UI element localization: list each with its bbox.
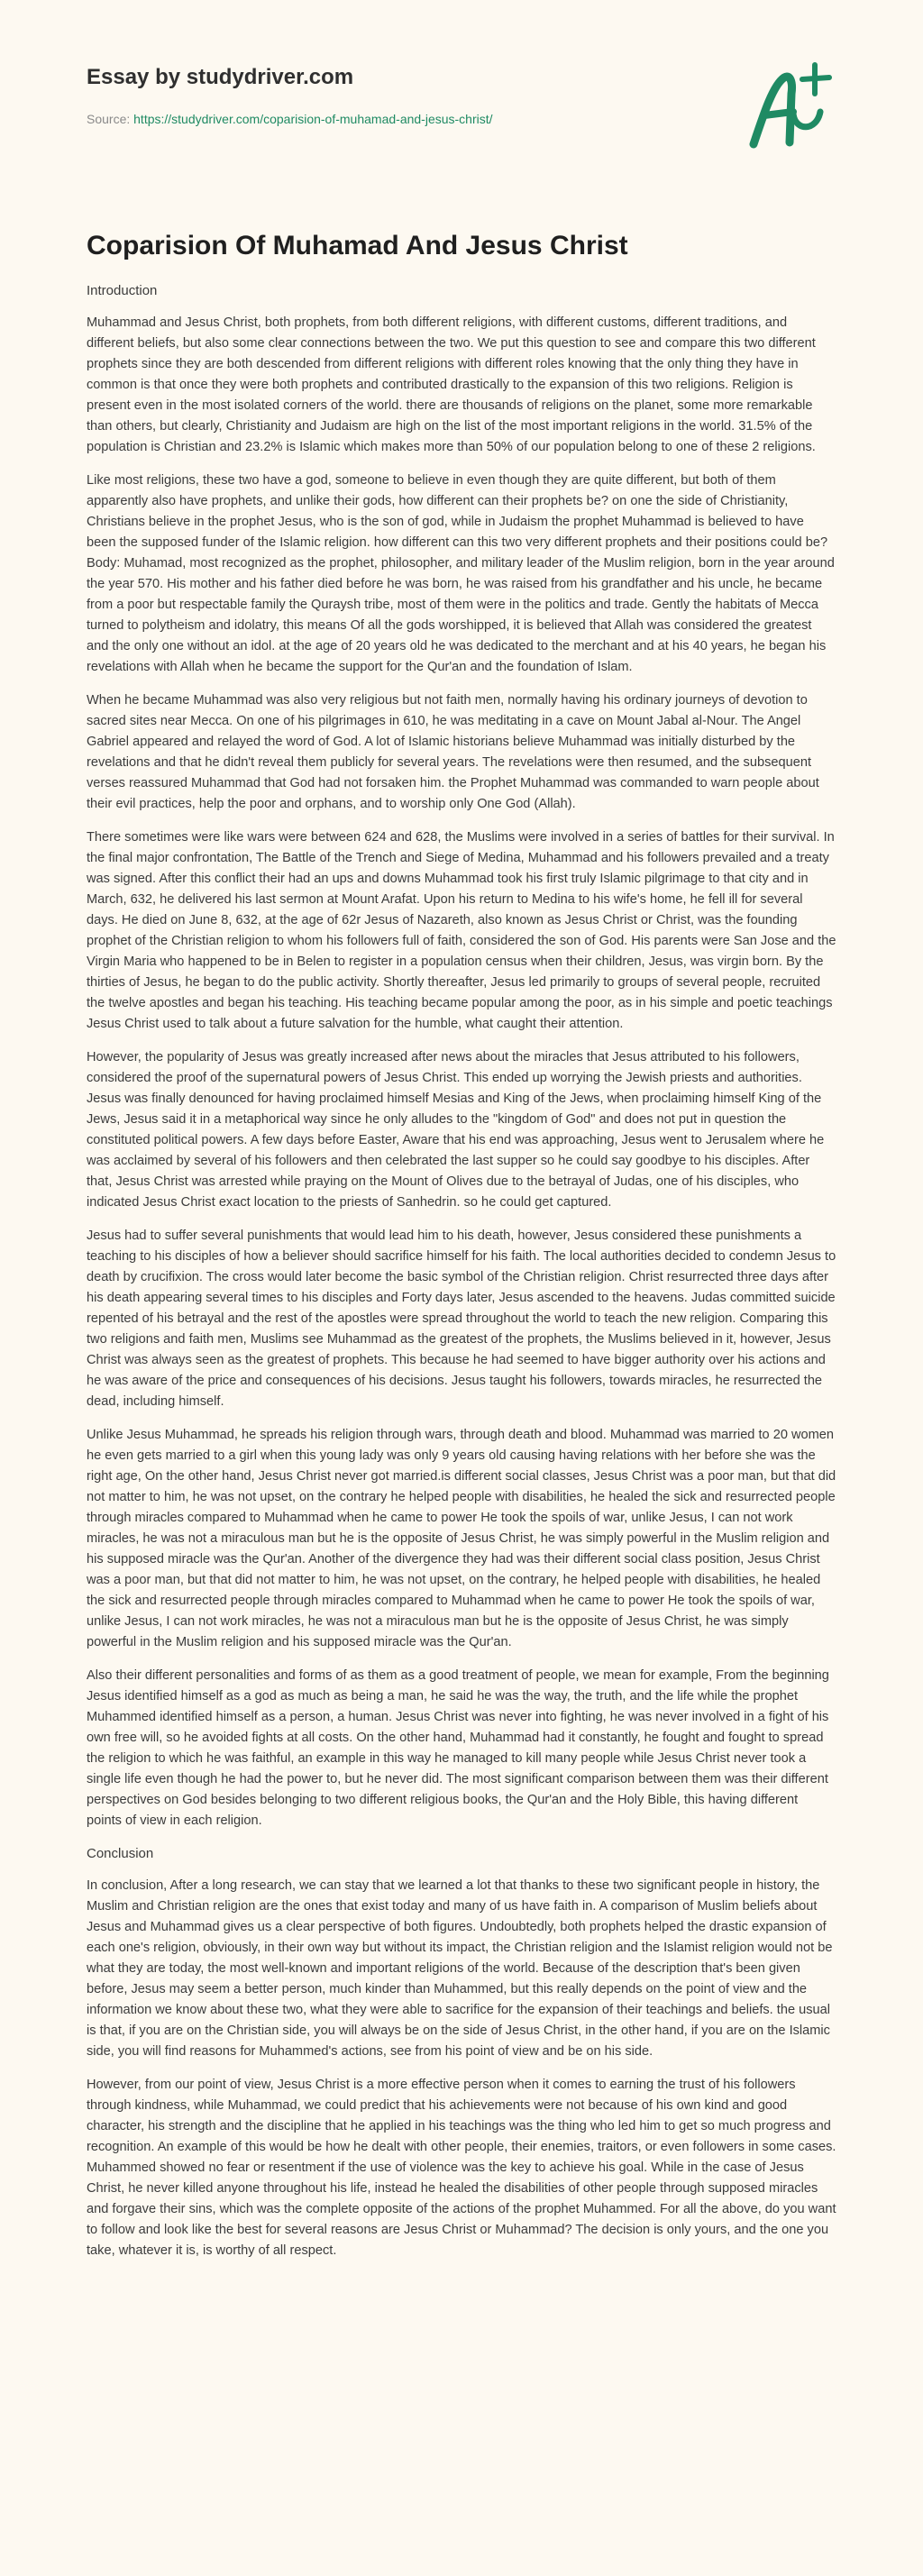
intro-heading: Introduction [87,283,158,298]
source-link[interactable]: https://studydriver.com/coparision-of-muhamad-and-jesus-christ/ [133,112,493,126]
paragraph: Unlike Jesus Muhammad, he spreads his religion through wars, through death and blood. Muhammad was married to 20 women he even gets married to a girl when this young lady was only 9 years old causing having relations with her before she was the right age, On the other hand, Jesus Christ never got married.is different social classes, Jesus Christ was a poor man, but that did not matter to him, he was not upset, on the contrary he helped people with disabilities, he healed the sick and resurrected people through miracles compared to Muhammad when he came to power He took the spoils of war, unlike Jesus, I can not work miracles, he was not a miraculous man but he is the opposite of Jesus Christ, he was simply powerful in the Muslim religion and his supposed miracle was the Qur'an. Another of the divergence they had was their different social class position, Jesus Christ was a poor man, but that did not matter to him, he was not upset, on the contrary, he helped people with disabilities, he healed the sick and resurrected people through miracles compared to Muhammad when he came to power He took the spoils of war, unlike Jesus, I can not work miracles, he was not a miraculous man but he is the opposite of Jesus Christ, he was simply powerful in the Muslim religion and his supposed miracle was the Qur'an. [87,1428,836,1649]
paragraph: Muhammad and Jesus Christ, both prophets, from both different religions, with different customs, different traditions, and different beliefs, but also some clear connections between the two. We put this question to see and compare this two different prophets since they are both descended from different religions with different roles knowing that the only thing they have in common is that once they were both prophets and contributed drastically to the expansion of this two religions. Religion is present even in the most isolated corners of the world. there are thousands of religions on the planet, some more remarkable than others, but clearly, Christianity and Judaism are high on the list of the most important religions in the world. 31.5% of the population is Christian and 23.2% is Islamic which makes more than 50% of our population belong to one of these 2 religions. [87,315,816,454]
paragraph: Jesus had to suffer several punishments that would lead him to his death, however, Jesus considered these punishments a teaching to his disciples of how a believer should sacrifice himself for his faith. The local authorities decided to condemn Jesus to death by crucifixion. The cross would later become the basic symbol of the Christian religion. Christ resurrected three days after his death appearing several times to his disciples and Forty days later, Jesus ascended to the heavens. Judas committed suicide repented of his betrayal and the rest of the apostles were spread throughout the world to teach the new religion. Comparing this two religions and faith men, Muslims see Muhammad as the greatest of the prophets, the Muslims believed in it, however, Jesus Christ was always seen as the greatest of prophets. This because he had seemed to have bigger authority over his actions and he was aware of the price and consequences of his decisions. Jesus taught his followers, towards miracles, he resurrected the dead, including himself. [87,1229,836,1409]
essay-body [87,231,836,2274]
aplus-logo-icon [737,58,836,157]
source-label: Source: [87,112,134,126]
paragraph: Also their different personalities and forms of as them as a good treatment of people, we mean for example, From the beginning Jesus identified himself as a god as much as being a man, he said he was the way, the truth, and the life while the prophet Muhammed identified himself as a person, a human. Jesus Christ was never into fighting, he was never involved in a fight of his own free will, so he avoided fights at all costs. On the other hand, Muhammad had it constantly, he fought and fought to spread the religion to which he was faithful, an example in this way he managed to kill many people while Jesus Christ never took a single life even though he had the power to, but he never did. The most significant comparison between them was their different perspectives on God besides belonging to two different religious books, the Qur'an and the Holy Bible, this having different points of view in each religion. [87,1668,829,1828]
conclusion-paragraph: However, from our point of view, Jesus Christ is a more effective person when it comes to earning the trust of his followers through kindness, while Muhammad, we could predict that his achievements were not because of his own kind and good character, his strength and the discipline that he applied in his teachings was the thing who led him to get so much progress and recognition. An example of this would be how he dealt with other people, their enemies, traitors, or even followers in some cases. Muhammed showed no fear or resentment if the use of violence was the key to achieve his goal. While in the case of Jesus Christ, he never killed anyone throughout his life, instead he healed the disabilities of other people through supposed miracles and forgave their sins, which was the complete opposite of the actions of the prophet Muhammed. For all the above, do you want to follow and look like the best for several reasons are Jesus Christ or Muhammad? The decision is only yours, and the one you take, whatever it is, is worthy of all respect. [87,2078,836,2258]
page-header [0,0,923,180]
essay-title: Coparision Of Muhamad And Jesus Christ [87,231,628,260]
paragraph: When he became Muhammad was also very religious but not faith men, normally having his ordinary journeys of devotion to sacred sites near Mecca. On one of his pilgrimages in 610, he was meditating in a cave on Mount Jabal al-Nour. The Angel Gabriel appeared and relayed the word of God. A lot of Islamic historians believe Muhammad was initially disturbed by the revelations and that he didn't reveal them publicly for several years. The revelations were then resumed, and the subsequent verses reassured Muhammad that God had not forsaken him. the Prophet Muhammad was commanded to warn people about their evil practices, help the poor and orphans, and to worship only One God (Allah). [87,693,819,811]
paragraph: There sometimes were like wars were between 624 and 628, the Muslims were involved in a series of battles for their survival. In the final major confrontation, The Battle of the Trench and Siege of Medina, Muhammad and his followers prevailed and a treaty was signed. After this conflict their had an ups and downs Muhammad took his first truly Islamic pilgrimage to that city and in March, 632, he delivered his last sermon at Mount Arafat. Upon his return to Medina to his wife's home, he fell ill for several days. He died on June 8, 632, at the age of 62r Jesus of Nazareth, also known as Jesus Christ or Christ, was the founding prophet of the Christian religion to whom his followers full of faith, considered the son of God. His parents were San Jose and the Virgin Maria who happened to be in Belen to register in a population census when their children, Jesus, was virgin born. By the thirties of Jesus, he began to do the public activity. Shortly thereafter, Jesus led primarily to groups of several people, recruited the twelve apostles and began his teaching. His teaching became popular among the poor, as in his simple and poetic teachings Jesus Christ used to talk about a future salvation for the humble, what caught their attention. [87,830,836,1031]
brand-title: Essay by studydriver.com [87,65,354,89]
conclusion-paragraph: In conclusion, After a long research, we can stay that we learned a lot that thanks to these two significant people in history, the Muslim and Christian religion are the ones that exist today and many of us have faith in. A comparison of Muslim beliefs about Jesus and Muhammad gives us a clear perspective of both figures. Undoubtedly, both prophets helped the drastic expansion of each one's religion, obviously, in their own way but without its impact, the Christian religion and the Islamist religion would not be what they are today, the most well-known and important religions of the world. Because of the description that's been given before, Jesus may seem a better person, much kinder than Muhammed, but this really depends on the point of view and the information we know about these two, what they were able to sacrifice for the expansion of their teachings and beliefs. the usual is that, if you are on the Christian side, you will always be on the side of Jesus Christ, in the other hand, if you are on the Islamic side, you will find reasons for Muhammed's actions, see from his point of view and be on his side. [87,1878,833,2059]
paragraph: However, the popularity of Jesus was greatly increased after news about the miracles that Jesus attributed to his followers, considered the proof of the supernatural powers of Jesus Christ. This ended up worrying the Jewish priests and authorities. Jesus was finally denounced for having proclaimed himself Mesias and King of the Jews, when proclaiming himself King of the Jews, Jesus said it in a metaphorical way since he only alludes to the "kingdom of God" and does not put in question the constituted political powers. A few days before Easter, Aware that his end was approaching, Jesus went to Jerusalem where he was acclaimed by several of his followers and then celebrated the last supper so he could say goodbye to his disciples. After that, Jesus Christ was arrested while praying on the Mount of Olives due to the betrayal of Judas, one of his disciples, who indicated Jesus Christ exact location to the priests of Sanhedrin. so he could get captured. [87,1050,825,1210]
conclusion-heading: Conclusion [87,1846,154,1861]
source-line [87,112,493,126]
paragraph: Like most religions, these two have a god, someone to believe in even though they are quite different, but both of them apparently also have prophets, and unlike their gods, how different can their prophets be? on one the side of Christianity, Christians believe in the prophet Jesus, who is the son of god, while in Judaism the prophet Muhammad is believed to have been the supposed funder of the Islamic religion. how different can this two very different prophets and their positions could be? Body: Muhamad, most recognized as the prophet, philosopher, and military leader of the Muslim religion, born in the year around the year 570. His mother and his father died before he was born, he was raised from his grandfather and his uncle, he became from a poor but respectable family the Quraysh tribe, most of them were in the politics and trade. Gently the habitats of Mecca turned to polytheism and idolatry, this means Of all the gods worshipped, it is believed that Allah was considered the greatest and the only one without an idol. at the age of 20 years old he was dedicated to the merchant and at his 40 years, he began his revelations with Allah when he became the support for the Qur'an and the foundation of Islam. [87,473,835,674]
